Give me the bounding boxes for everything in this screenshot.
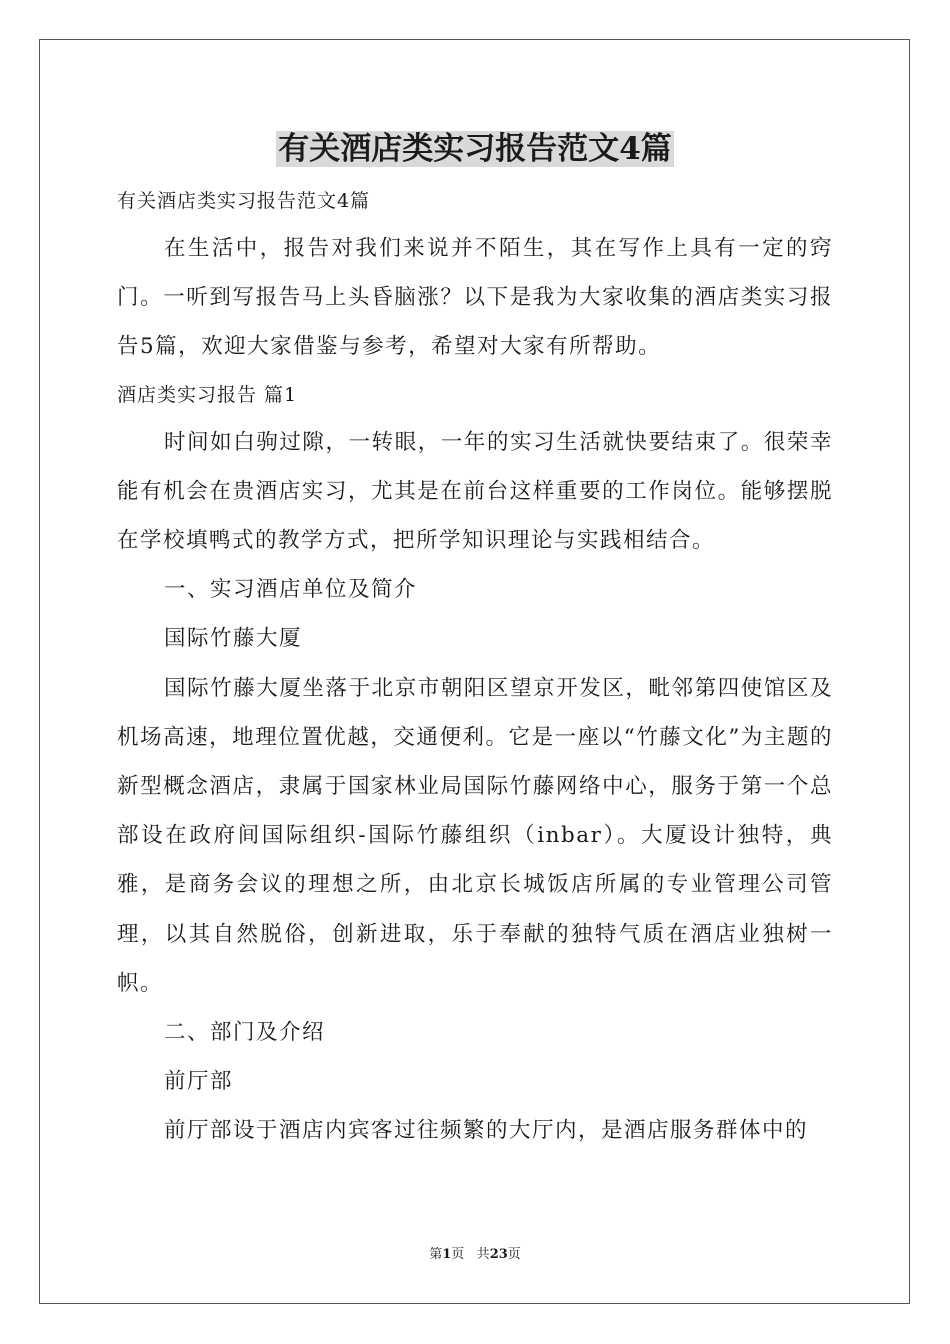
footer-page-suffix: 页 (451, 1247, 465, 1262)
department-name-front-office: 前厅部 (164, 1069, 234, 1095)
footer-prefix: 第 (429, 1247, 443, 1262)
section-heading-report-1: 酒店类实习报告 篇1 (117, 383, 298, 406)
document-body (117, 178, 833, 1156)
footer-total-prefix: 共 (476, 1247, 490, 1262)
hotel-name: 国际竹藤大厦 (164, 626, 303, 652)
footer-total-pages: 23 (489, 1247, 508, 1262)
heading-departments: 二、部门及介绍 (164, 1020, 326, 1046)
footer-total-suffix: 页 (507, 1247, 521, 1262)
document-title (0, 127, 950, 171)
footer-page-number: 1 (442, 1247, 452, 1262)
document-title-text: 有关酒店类实习报告范文4篇 (278, 131, 672, 167)
paragraph-intro: 在生活中，报告对我们来说并不陌生，其在写作上具有一定的窍门。一听到写报告马上头昏脑涨？以下是我为大家收集的酒店类实习报告5篇，欢迎大家借鉴与参考，希望对大家有所帮助。 (117, 236, 833, 360)
paragraph-report-1-opening: 时间如白驹过隙，一转眼，一年的实习生活就快要结束了。很荣幸能有机会在贵酒店实习，尤其是在前台这样重要的工作岗位。能够摆脱在学校填鸭式的教学方式，把所学知识理论与实践相结合。 (117, 429, 833, 554)
paragraph-hotel-description: 国际竹藤大厦坐落于北京市朝阳区望京开发区，毗邻第四使馆区及机场高速，地理位置优越，交通便利。它是一座以“竹藤文化”为主题的新型概念酒店，隶属于国家林业局国际竹藤网络中心，服务于第一个总部设在政府间国际组织-国际竹藤组织（inbar）。大厦设计独特，典雅，是商务会议的理想之所，由北京长城饭店所属的专业管理公司管理，以其自然脱俗，创新进取，乐于奉献的独特气质在酒店业独树一帜。 (117, 675, 833, 996)
paragraph-repeat-title: 有关酒店类实习报告范文4篇 (117, 190, 371, 212)
page-footer (0, 1246, 950, 1264)
paragraph-front-office: 前厅部设于酒店内宾客过往频繁的大厅内，是酒店服务群体中的 (164, 1118, 809, 1144)
heading-hotel-intro: 一、实习酒店单位及简介 (164, 577, 418, 603)
